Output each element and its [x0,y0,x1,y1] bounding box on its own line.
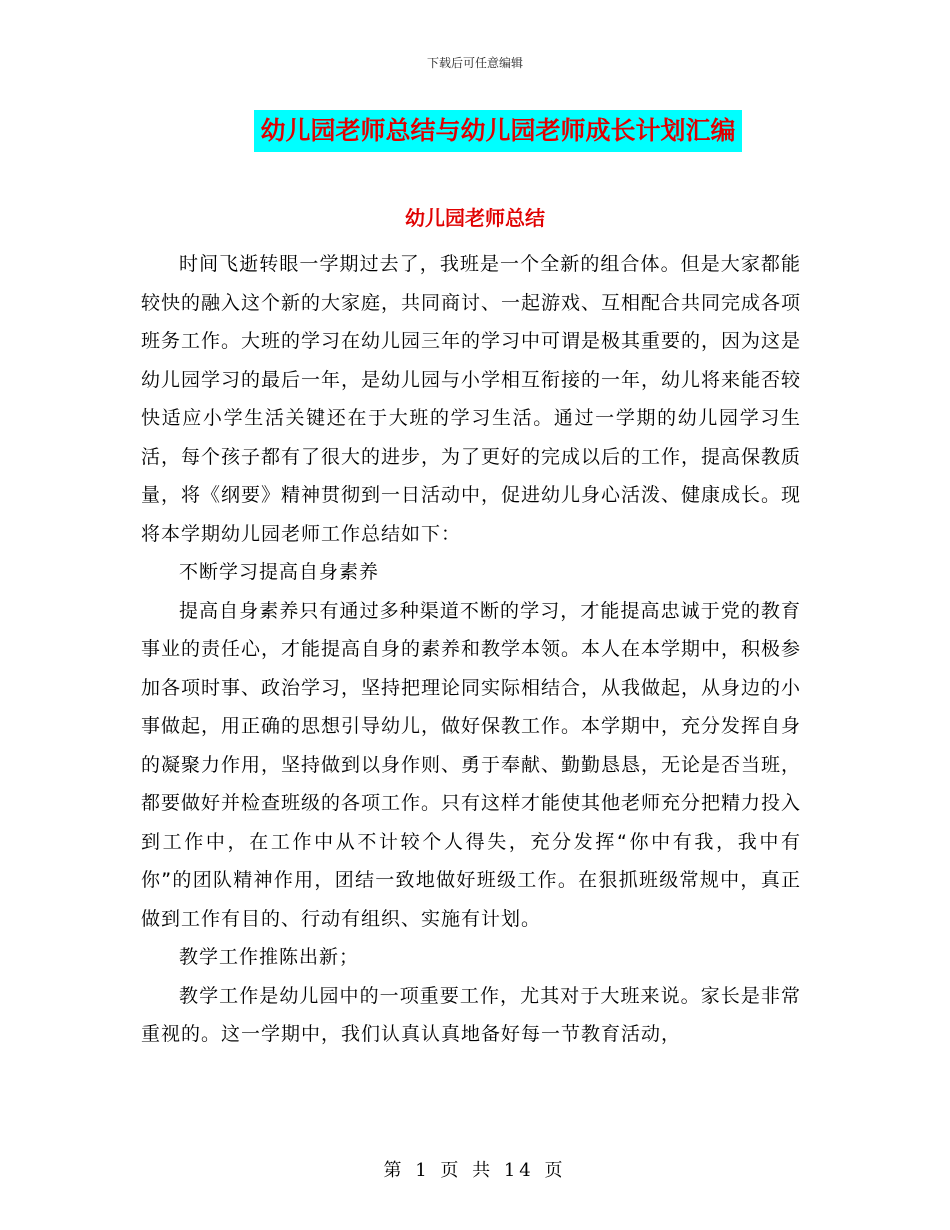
subheading-self-improvement: 不断学习提高自身素养 [179,561,380,583]
page-header-note: 下载后可任意编辑 [426,56,523,70]
document-body [141,245,801,1054]
subheading-teaching-work: 教学工作推陈出新； [179,946,360,968]
paragraph-teaching-work: 教学工作是幼儿园中的一项重要工作，尤其对于大班来说。家长是非常重视的。这一学期中，我们认真认真地备好每一节教育活动， [141,984,801,1045]
document-title-container [0,110,950,152]
section-title: 幼儿园老师总结 [405,206,545,230]
paragraph-self-improvement: 提高自身素养只有通过多种渠道不断的学习，才能提高忠诚于党的教育事业的责任心，才能提高自身的素养和教学本领。本人在本学期中，积极参加各项时事、政治学习，坚持把理论同实际相结合，从我做起，从身边的小事做起，用正确的思想引导幼儿，做好保教工作。本学期中，充分发挥自身的凝聚力作用，坚持做到以身作则、勇于奉献、勤勤恳恳，无论是否当班，都要做好并检查班级的各项工作。只有这样才能使其他老师充分把精力投入到工作中，在工作中从不计较个人得失，充分发挥“你中有我，我中有你”的团队精神作用，团结一致地做好班级工作。在狠抓班级常规中，真正做到工作有目的、行动有组织、实施有计划。 [141,599,802,930]
page-number-footer: 第 1 页 共 14 页 [383,1160,567,1181]
paragraph-intro: 时间飞逝转眼一学期过去了，我班是一个全新的组合体。但是大家都能较快的融入这个新的大家庭，共同商讨、一起游戏、互相配合共同完成各项班务工作。大班的学习在幼儿园三年的学习中可谓是极其重要的，因为这是幼儿园学习的最后一年，是幼儿园与小学相互衔接的一年，幼儿将来能否较快适应小学生活关键还在于大班的学习生活。通过一学期的幼儿园学习生活，每个孩子都有了很大的进步，为了更好的完成以后的工作，提高保教质量，将《纲要》精神贯彻到一日活动中，促进幼儿身心活泼、健康成长。现将本学期幼儿园老师工作总结如下： [141,253,802,545]
document-title: 幼儿园老师总结与幼儿园老师成长计划汇编 [254,110,741,152]
